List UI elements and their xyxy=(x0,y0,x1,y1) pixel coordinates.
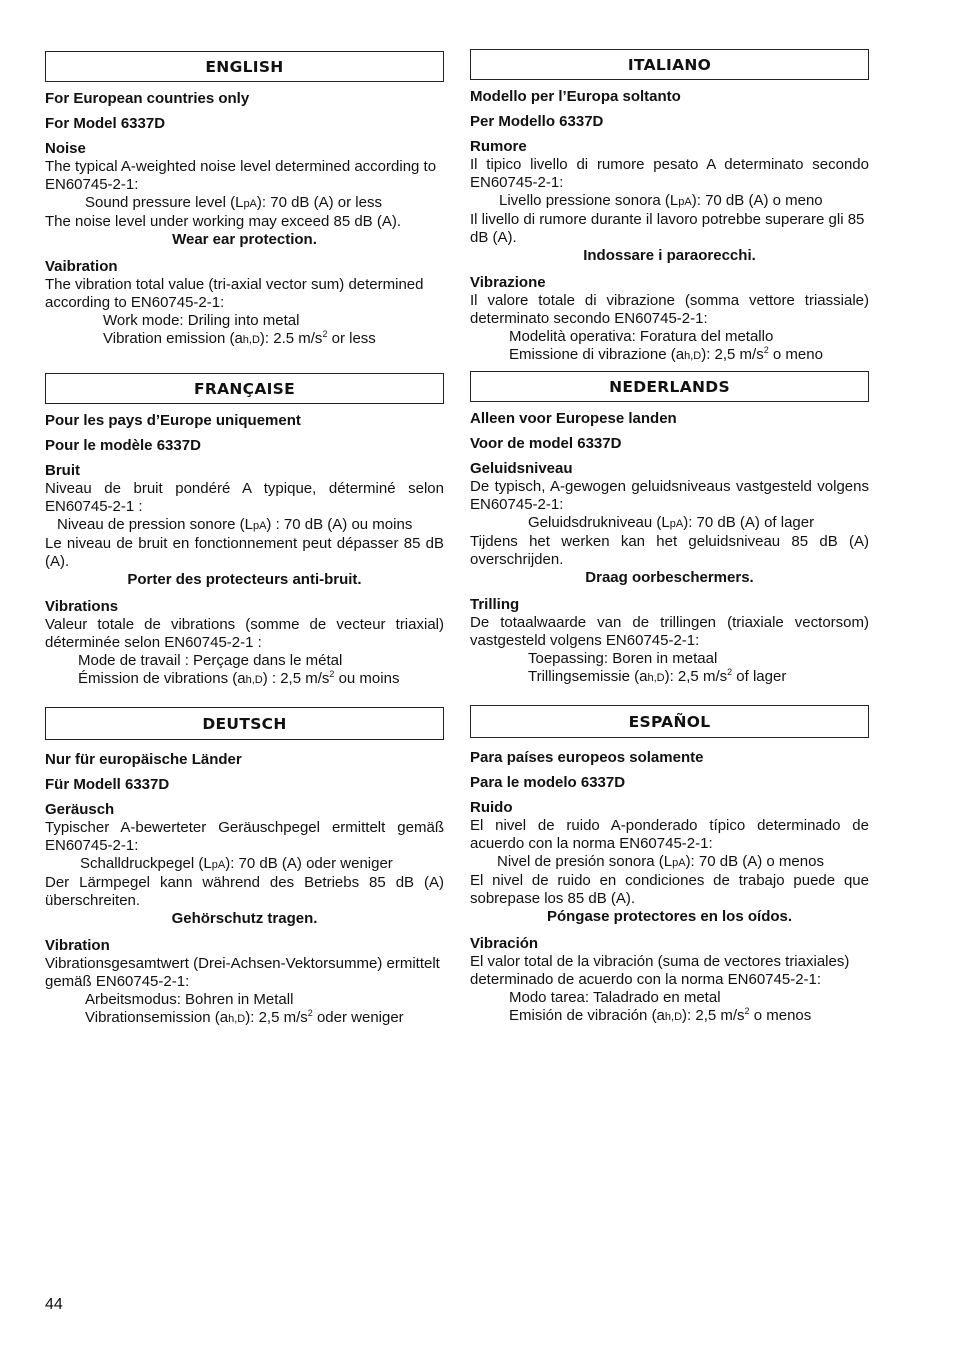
vibration-text: Valeur totale de vibrations (somme de vecteur triaxial) déterminée selon EN60745-2-1 : xyxy=(45,616,444,651)
section-english xyxy=(45,51,444,349)
vibration-heading: Vibrazione xyxy=(470,274,546,291)
region-note: Alleen voor Europese landen xyxy=(470,410,677,427)
section-title: ESPAÑOL xyxy=(470,705,869,738)
noise-text: El nivel de ruido A-ponderado típico determinado de acuerdo con la norma EN60745-2-1: xyxy=(470,817,869,852)
sound-pressure-line: Geluidsdrukniveau (LpA): 70 dB (A) of lager xyxy=(528,514,815,531)
vibration-emission-line: Vibrationsemission (ah,D): 2,5 $m/s^2$ oder weniger xyxy=(85,1008,404,1026)
vibration-heading: Vibrations xyxy=(45,598,119,615)
sound-pressure-line: Livello pressione sonora (LpA): 70 dB (A) o meno xyxy=(499,192,823,209)
section-title: ITALIANO xyxy=(470,49,869,80)
vibration-emission-line: Émission de vibrations (ah,D) : 2,5 $m/s^2$ ou moins xyxy=(78,669,400,687)
model-note: For Model 6337D xyxy=(45,115,166,132)
region-note: Nur für europäische Länder xyxy=(45,751,242,768)
sound-pressure-line: Niveau de pression sonore (LpA) : 70 dB (A) ou moins xyxy=(57,516,413,533)
noise-heading: Bruit xyxy=(45,462,80,479)
ear-protection-note: Draag oorbeschermers. xyxy=(585,569,754,586)
vibration-heading: Vibración xyxy=(470,935,539,952)
model-note: Für Modell 6337D xyxy=(45,776,170,793)
ear-protection-note: Gehörschutz tragen. xyxy=(171,910,318,927)
model-note: Pour le modèle 6337D xyxy=(45,437,201,454)
vibration-heading: Trilling xyxy=(470,596,520,613)
noise-heading: Noise xyxy=(45,140,86,157)
ear-protection-note: Wear ear protection. xyxy=(172,231,317,248)
vibration-emission-line: Emissione di vibrazione (ah,D): 2,5 $m/s^2$ o meno xyxy=(509,345,823,363)
work-mode-line: Work mode: Driling into metal xyxy=(103,312,300,329)
ear-protection-note: Porter des protecteurs anti-bruit. xyxy=(127,571,362,588)
noise-exceed-text: Le niveau de bruit en fonctionnement peut dépasser 85 dB (A). xyxy=(45,535,444,570)
model-note: Para le modelo 6337D xyxy=(470,774,626,791)
vibration-emission-line: Emisión de vibración (ah,D): 2,5 $m/s^2$ o menos xyxy=(509,1006,812,1024)
vibration-heading: Vaibration xyxy=(45,258,118,275)
noise-exceed-text: Tijdens het werken kan het geluidsniveau 85 dB (A) overschrijden. xyxy=(470,533,869,568)
section-title: FRANÇAISE xyxy=(45,373,444,404)
vibration-emission-line: Vibration emission (ah,D): 2.5 $m/s^2$ or less xyxy=(103,329,376,347)
ear-protection-note: Indossare i paraorecchi. xyxy=(583,247,756,264)
region-note: Para países europeos solamente xyxy=(470,749,704,766)
sound-pressure-line: Sound pressure level (LpA): 70 dB (A) or less xyxy=(85,194,382,211)
work-mode-line: Modelità operativa: Foratura del metallo xyxy=(509,328,774,345)
vibration-text: Vibrationsgesamtwert (Drei-Achsen-Vektorsumme) ermittelt gemäß EN60745-2-1: xyxy=(45,955,440,990)
section-title: NEDERLANDS xyxy=(470,371,869,402)
vibration-text: Il valore totale di vibrazione (somma vettore triassiale) determinato secondo EN60745-2-1: xyxy=(470,292,869,327)
page-number: 44 xyxy=(45,1296,63,1313)
noise-text: The typical A-weighted noise level determined according to EN60745-2-1: xyxy=(45,158,437,193)
section-title: DEUTSCH xyxy=(45,707,444,740)
sound-pressure-line: Schalldruckpegel (LpA): 70 dB (A) oder weniger xyxy=(80,855,393,872)
noise-heading: Geräusch xyxy=(45,801,115,818)
vibration-heading: Vibration xyxy=(45,937,110,954)
region-note: Modello per l’Europa soltanto xyxy=(470,88,681,105)
work-mode-line: Arbeitsmodus: Bohren in Metall xyxy=(85,991,294,1008)
noise-exceed-text: El nivel de ruido en condiciones de trabajo puede que sobrepase los 85 dB (A). xyxy=(470,872,869,907)
vibration-text: De totaalwaarde van de trillingen (triaxiale vectorsom) vastgesteld volgens EN60745-2-1: xyxy=(470,614,869,649)
sound-pressure-line: Nivel de presión sonora (LpA): 70 dB (A) o menos xyxy=(497,853,824,870)
noise-text: Typischer A-bewerteter Geräuschpegel ermittelt gemäß EN60745-2-1: xyxy=(45,819,444,854)
region-note: For European countries only xyxy=(45,90,250,107)
noise-exceed-text: Il livello di rumore durante il lavoro potrebbe superare gli 85 dB (A). xyxy=(470,211,865,246)
ear-protection-note: Póngase protectores en los oídos. xyxy=(546,908,793,925)
region-note: Pour les pays d’Europe uniquement xyxy=(45,412,301,429)
section-deutsch xyxy=(45,707,444,1028)
section-nederlands xyxy=(470,371,869,687)
section-espanol xyxy=(470,705,869,1026)
noise-text: Il tipico livello di rumore pesato A determinato secondo EN60745-2-1: xyxy=(470,156,869,191)
model-note: Voor de model 6337D xyxy=(470,435,622,452)
section-francaise xyxy=(45,373,444,689)
work-mode-line: Modo tarea: Taladrado en metal xyxy=(509,989,721,1006)
noise-heading: Ruido xyxy=(470,799,513,816)
work-mode-line: Mode de travail : Perçage dans le métal xyxy=(78,652,343,669)
noise-exceed-text: Der Lärmpegel kann während des Betriebs 85 dB (A) überschreiten. xyxy=(45,874,444,909)
noise-heading: Geluidsniveau xyxy=(470,460,573,477)
model-note: Per Modello 6337D xyxy=(470,113,604,130)
section-italiano xyxy=(470,49,869,365)
work-mode-line: Toepassing: Boren in metaal xyxy=(528,650,718,667)
section-title: ENGLISH xyxy=(45,51,444,82)
noise-text: De typisch, A-gewogen geluidsniveaus vastgesteld volgens EN60745-2-1: xyxy=(470,478,869,513)
vibration-text: The vibration total value (tri-axial vector sum) determined according to EN60745-2-1: xyxy=(45,276,424,311)
vibration-emission-line: Trillingsemissie (ah,D): 2,5 $m/s^2$ of lager xyxy=(528,667,787,685)
noise-heading: Rumore xyxy=(470,138,527,155)
noise-exceed-text: The noise level under working may exceed 85 dB (A). xyxy=(45,213,402,230)
vibration-text: El valor total de la vibración (suma de vectores triaxiales) determinado de acuerdo con la norma EN60745-2-1: xyxy=(470,953,850,988)
noise-text: Niveau de bruit pondéré A typique, déterminé selon EN60745-2-1 : xyxy=(45,480,444,515)
